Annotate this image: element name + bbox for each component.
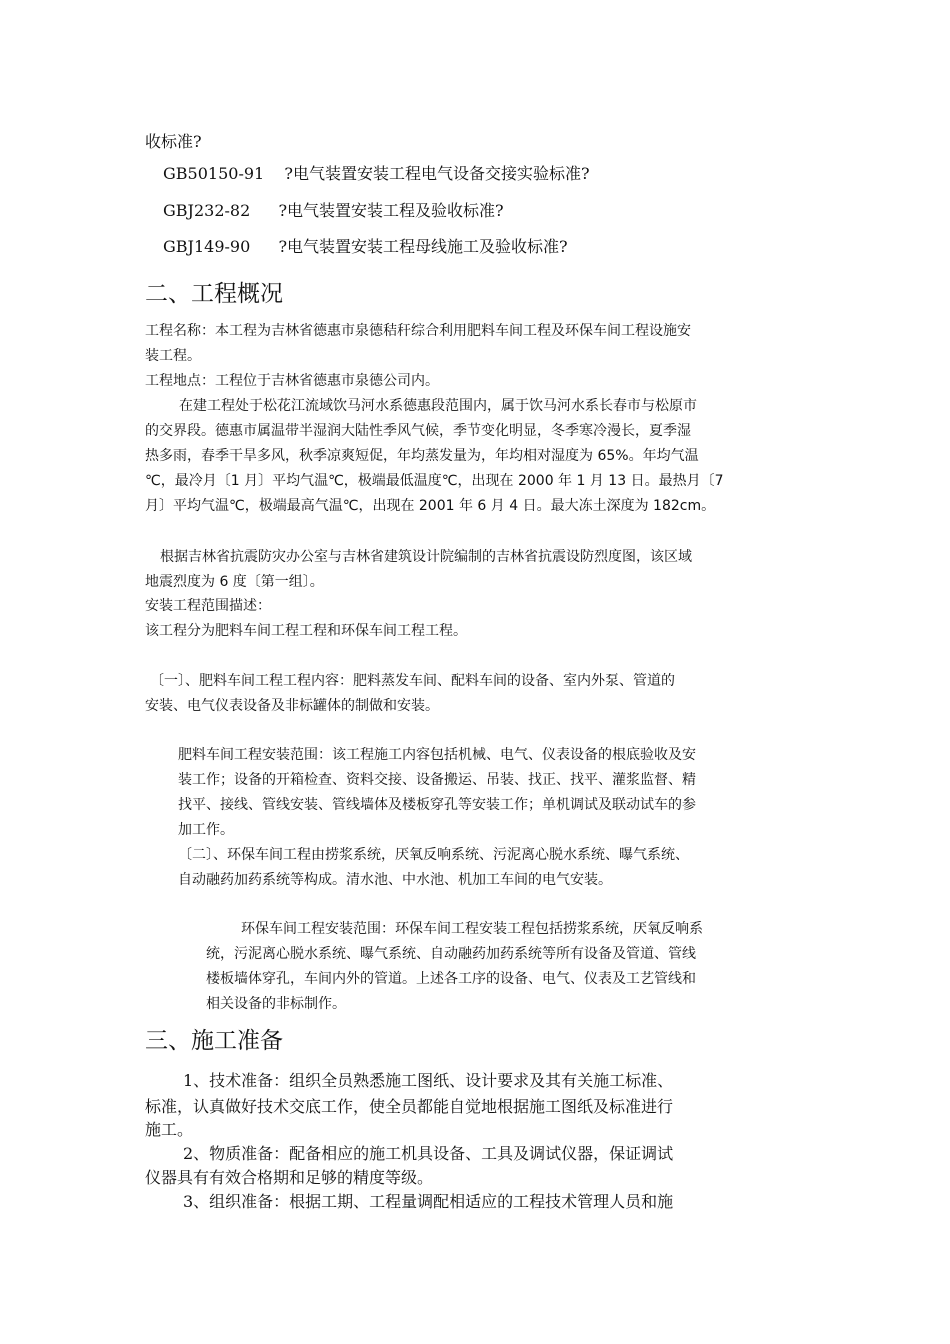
part1-line: 〔一〕、肥料车间工程工程内容：肥料蒸发车间、配料车间的设备、室内外泵、管道的: [150, 673, 675, 689]
scope-description: 该工程分为肥料车间工程工程和环保车间工程工程。: [145, 623, 467, 639]
prep-line: 施工。: [145, 1120, 194, 1139]
standard-item: [163, 160, 590, 187]
standard-title: ?电气装置安装工程母线施工及验收标准?: [278, 237, 568, 256]
climate-line: 月〕平均气温℃，极端最高气温℃，出现在 2001 年 6 月 4 日。最大冻土深度为 182cm。: [145, 498, 716, 514]
standard-item: [163, 233, 568, 260]
climate-line: 热多雨，春季干旱多风，秋季凉爽短促，年均蒸发量为，年均相对湿度为 65%。年均气温: [145, 448, 699, 464]
part2-line: 〔二〕、环保车间工程由捞浆系统，厌氧反响系统、污泥离心脱水系统、曝气系统、: [178, 847, 689, 863]
scope-title: 安装工程范围描述：: [145, 598, 271, 614]
prep-line: 3、组织准备：根据工期、工程量调配相适应的工程技术管理人员和施: [183, 1192, 674, 1211]
part1-scope-line: 加工作。: [178, 822, 234, 838]
climate-line: 在建工程处于松花江流域饮马河水系德惠段范围内，属于饮马河水系长春市与松原市: [179, 398, 697, 414]
prep-line: 仪器具有有效合格期和足够的精度等级。: [145, 1168, 434, 1187]
part2-line: 自动融药加药系统等构成。清水池、中水池、机加工车间的电气安装。: [178, 872, 612, 888]
part2-scope-line: 环保车间工程安装范围：环保车间工程安装工程包括捞浆系统，厌氧反响系: [241, 921, 703, 937]
part2-scope-line: 相关设备的非标制作。: [206, 996, 346, 1012]
prep-line: 标准，认真做好技术交底工作，使全员都能自觉地根据施工图纸及标准进行: [145, 1097, 674, 1116]
part1-scope-line: 装工作；设备的开箱检查、资料交接、设备搬运、吊装、找正、找平、灌浆监督、精: [178, 772, 696, 788]
standard-code: GBJ149-90: [163, 237, 251, 256]
standard-code: GBJ232-82: [163, 201, 251, 220]
standard-title: ?电气装置安装工程电气设备交接实验标准?: [284, 164, 590, 183]
part1-scope-line: 找平、接线、管线安装、管线墙体及楼板穿孔等安装工作；单机调试及联动试车的参: [178, 797, 696, 813]
part1-line: 安装、电气仪表设备及非标罐体的制做和安装。: [145, 698, 439, 714]
climate-line: ℃，最冷月〔1 月〕平均气温℃，极端最低温度℃，出现在 2000 年 1 月 13 日。最热月〔7: [145, 473, 724, 489]
seismic-line: 地震烈度为 6 度〔第一组〕。: [145, 574, 324, 590]
climate-line: 的交界段。德惠市属温带半湿润大陆性季风气候，季节变化明显，冬季寒冷漫长，夏季湿: [145, 423, 691, 439]
project-location: 工程地点：工程位于吉林省德惠市泉德公司内。: [145, 373, 439, 389]
project-name-line: 装工程。: [145, 348, 201, 364]
part2-scope-line: 楼板墙体穿孔，车间内外的管道。上述各工序的设备、电气、仪表及工艺管线和: [206, 971, 696, 987]
part1-scope-line: 肥料车间工程安装范围：该工程施工内容包括机械、电气、仪表设备的根底验收及安: [178, 747, 696, 763]
standard-item: [163, 197, 504, 224]
standard-title: ?电气装置安装工程及验收标准?: [278, 201, 504, 220]
standard-code: GB50150-91: [163, 164, 265, 183]
project-name-line: 工程名称：本工程为吉林省德惠市泉德秸秆综合利用肥料车间工程及环保车间工程设施安: [145, 323, 691, 339]
section-heading: 二、工程概况: [145, 281, 283, 307]
standards-continued: 收标准?: [145, 132, 202, 151]
part2-scope-line: 统，污泥离心脱水系统、曝气系统、自动融药加药系统等所有设备及管道、管线: [206, 946, 696, 962]
seismic-line: 根据吉林省抗震防灾办公室与吉林省建筑设计院编制的吉林省抗震设防烈度图，该区域: [160, 549, 692, 565]
prep-line: 2、物质准备：配备相应的施工机具设备、工具及调试仪器，保证调试: [183, 1144, 674, 1163]
prep-line: 1、技术准备：组织全员熟悉施工图纸、设计要求及其有关施工标准、: [183, 1071, 674, 1090]
section-heading: 三、施工准备: [145, 1028, 283, 1054]
